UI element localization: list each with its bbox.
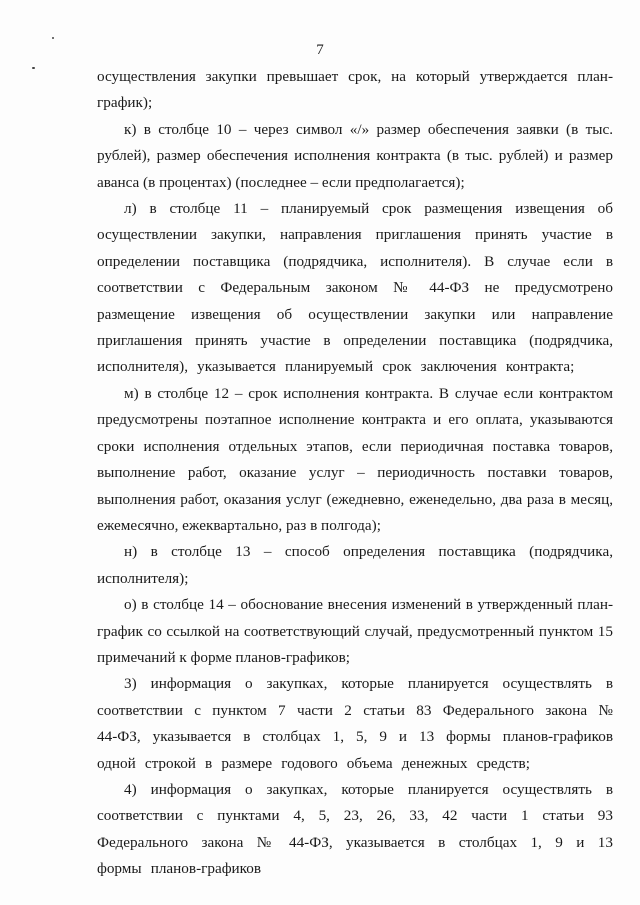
paragraph-item-o: о) в столбце 14 – обоснование внесения изменений в утвержденный план-график со ссылкой на соответствующий случай, предусмотренный пунктом 15 примечаний к форме планов-графиков; <box>97 596 613 666</box>
paragraph-continuation: осуществления закупки превышает срок, на который утверждается план-график); <box>97 68 613 112</box>
paragraph-item-3: 3) информация о закупках, которые планируется осуществлять в соответствии с пунктом 7 части 2 статьи 83 Федерального закона № 44-ФЗ, указывается в столбцах 1, 5, 9 и 13 формы планов-графиков одной строкой в размере годового объема денежных средств; <box>97 675 613 772</box>
document-body <box>97 64 613 883</box>
page-number: 7 <box>316 42 324 58</box>
paragraph-item-m: м) в столбце 12 – срок исполнения контракта. В случае если контрактом предусмотрены поэтапное исполнение контракта и его оплата, указываются сроки исполнения отдельных этапов, если периодичная поставка товаров, выполнение работ, оказание услуг – периодичность поставки товаров, выполнения работ, оказания услуг (ежедневно, еженедельно, два раза в месяц, ежемесячно, ежеквартально, раз в полгода); <box>97 384 613 534</box>
paragraph-item-k: к) в столбце 10 – через символ «/» размер обеспечения заявки (в тыс. рублей), размер обеспечения исполнения контракта (в тыс. рублей) и размер аванса (в процентах) (последнее – если предполагается); <box>97 120 613 191</box>
scan-artifact <box>32 67 35 69</box>
paragraph-item-n: н) в столбце 13 – способ определения поставщика (подрядчика, исполнителя); <box>97 543 613 587</box>
scan-artifact <box>52 37 54 39</box>
paragraph-item-4: 4) информация о закупках, которые планируется осуществлять в соответствии с пунктами 4, 5, 23, 26, 33, 42 части 1 статьи 93 Федерального закона № 44-ФЗ, указывается в столбцах 1, 9 и 13 формы планов-графиков <box>97 780 613 878</box>
paragraph-item-l: л) в столбце 11 – планируемый срок размещения извещения об осуществлении закупки, направления приглашения принять участие в определении поставщика (подрядчика, исполнителя). В случае если в соответствии с Федеральным законом № 44-ФЗ не предусмотрено размещение извещения об осуществлении закупки или направление приглашения принять участие в определении поставщика (подрядчика, исполнителя), указывается планируемый срок заключения контракта; <box>97 200 613 376</box>
